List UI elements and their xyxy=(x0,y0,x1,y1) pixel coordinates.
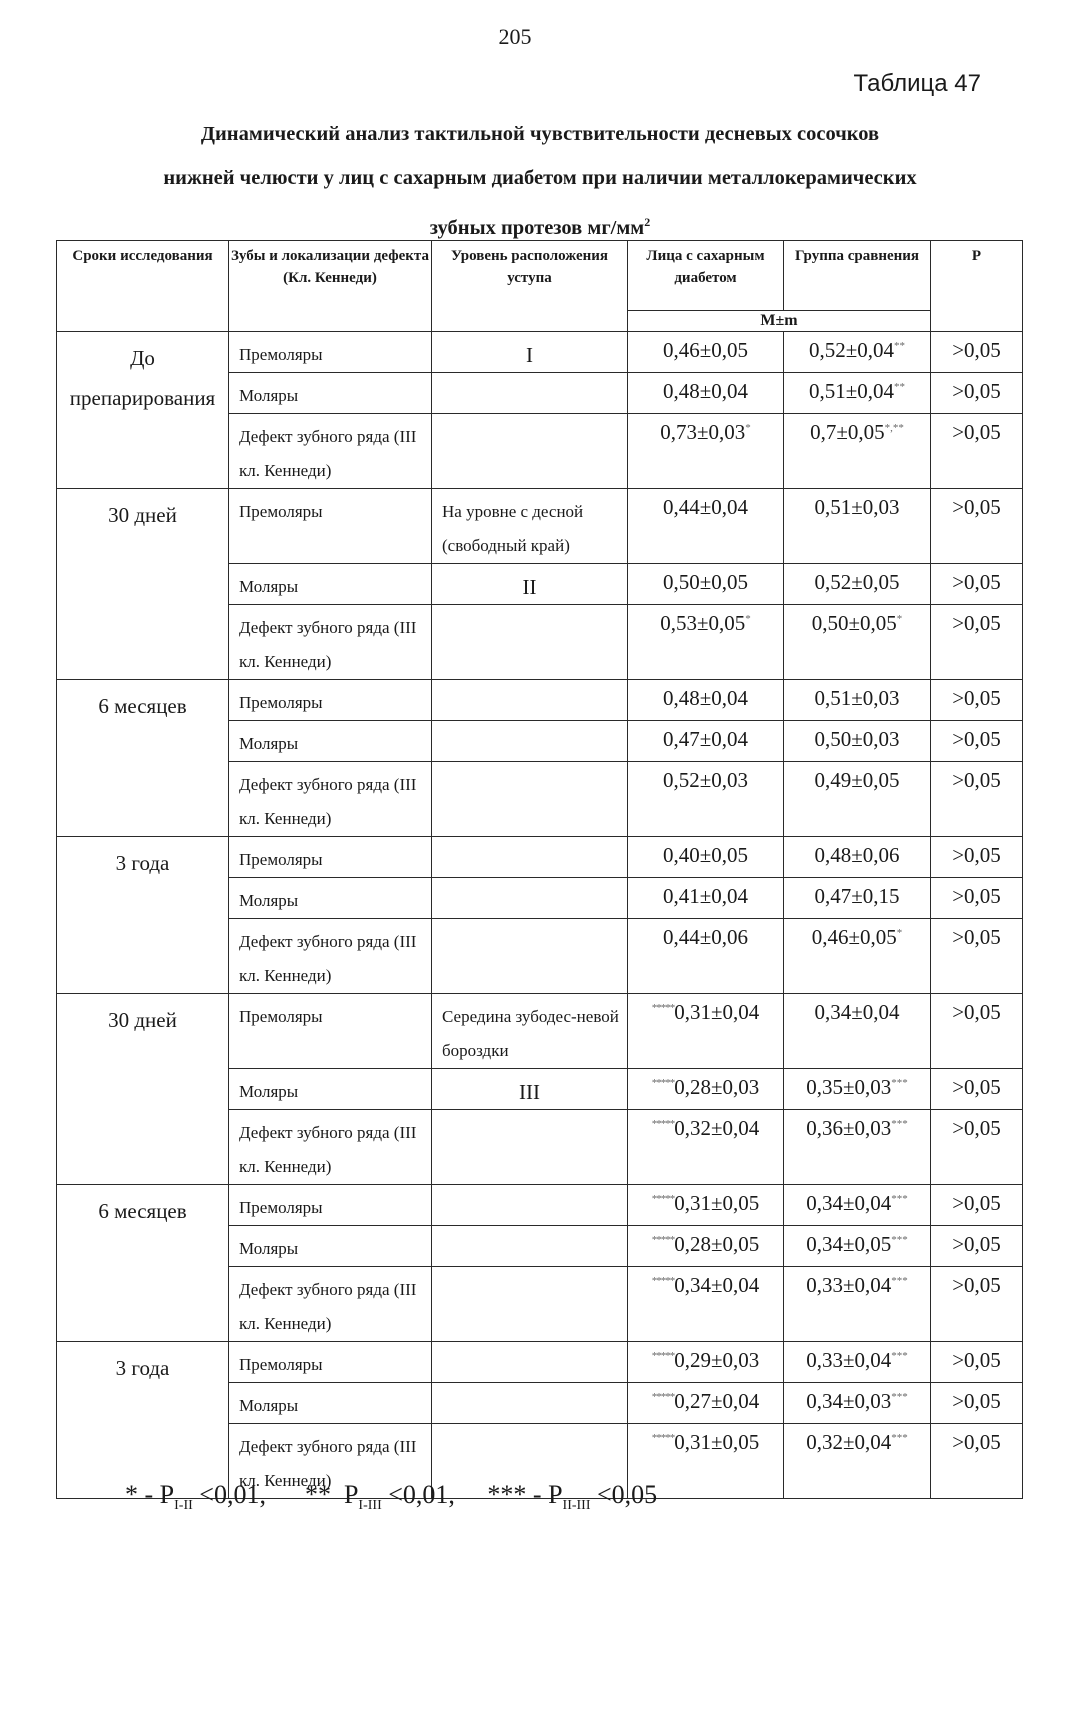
cell-comparison-value xyxy=(784,994,931,1069)
cell-teeth: Дефект зубного ряда (III кл. Кеннеди) xyxy=(229,1424,432,1499)
comparison-value-text: 0,36±0,03 xyxy=(806,1116,892,1140)
cell-comparison-value xyxy=(784,1267,931,1342)
cell-comparison-value xyxy=(784,762,931,837)
cell-p-value: >0,05 xyxy=(931,373,1023,414)
cell-teeth: Моляры xyxy=(229,1226,432,1267)
cell-p-value: >0,05 xyxy=(931,1069,1023,1110)
cell-p-value: >0,05 xyxy=(931,1185,1023,1226)
cell-comparison-value xyxy=(784,1383,931,1424)
significance-marker: *** xyxy=(891,1193,908,1205)
header-mean-sd: M±m xyxy=(628,311,931,332)
cell-comparison-value xyxy=(784,837,931,878)
cell-level: Середина зубодес-невой бороздки xyxy=(432,994,628,1069)
table-title xyxy=(60,112,1020,250)
cell-teeth: Премоляры xyxy=(229,994,432,1069)
cell-diabetes-value xyxy=(628,564,784,605)
footnote-b-mark: ** P xyxy=(304,1480,359,1509)
diabetes-value-text: 0,31±0,05 xyxy=(674,1191,760,1215)
header-period: Сроки исследования xyxy=(57,241,229,332)
cell-diabetes-value xyxy=(628,1267,784,1342)
cell-p-value: >0,05 xyxy=(931,919,1023,994)
cell-level xyxy=(432,837,628,878)
diabetes-value-text: 0,28±0,03 xyxy=(674,1075,760,1099)
cell-teeth: Моляры xyxy=(229,1383,432,1424)
table-number: Таблица 47 xyxy=(853,70,981,97)
cell-level xyxy=(432,762,628,837)
comparison-value-text: 0,32±0,04 xyxy=(806,1430,892,1454)
cell-diabetes-value xyxy=(628,1110,784,1185)
comparison-value-text: 0,34±0,03 xyxy=(806,1389,892,1413)
cell-level: III xyxy=(432,1069,628,1110)
cell-teeth: Дефект зубного ряда (III кл. Кеннеди) xyxy=(229,605,432,680)
cell-p-value: >0,05 xyxy=(931,994,1023,1069)
cell-comparison-value xyxy=(784,919,931,994)
cell-p-value: >0,05 xyxy=(931,762,1023,837)
cell-period: 30 дней xyxy=(57,489,229,680)
cell-teeth: Дефект зубного ряда (III кл. Кеннеди) xyxy=(229,1267,432,1342)
diabetes-value-text: 0,50±0,05 xyxy=(662,570,749,594)
comparison-value-text: 0,49±0,05 xyxy=(814,768,900,792)
diabetes-value-text: 0,40±0,05 xyxy=(662,843,749,867)
diabetes-value-text: 0,53±0,05 xyxy=(660,611,746,635)
cell-level xyxy=(432,721,628,762)
diabetes-value-text: 0,31±0,04 xyxy=(674,1000,760,1024)
comparison-value-text: 0,51±0,04 xyxy=(808,379,895,403)
footnote-a-mark: * - P xyxy=(125,1480,175,1509)
cell-p-value: >0,05 xyxy=(931,680,1023,721)
cell-comparison-value xyxy=(784,1185,931,1226)
cell-diabetes-value xyxy=(628,878,784,919)
comparison-value-text: 0,33±0,04 xyxy=(806,1348,892,1372)
comparison-value-text: 0,34±0,04 xyxy=(814,1000,900,1024)
header-diabetes: Лица с сахарным диабетом xyxy=(628,241,784,311)
significance-marker: *** xyxy=(891,1275,908,1287)
cell-diabetes-value xyxy=(628,762,784,837)
cell-p-value: >0,05 xyxy=(931,1267,1023,1342)
title-superscript: 2 xyxy=(644,215,651,229)
cell-teeth: Премоляры xyxy=(229,332,432,373)
cell-p-value: >0,05 xyxy=(931,564,1023,605)
header-p: P xyxy=(931,241,1023,332)
comparison-value-text: 0,50±0,03 xyxy=(814,727,900,751)
table-row xyxy=(57,1185,1023,1226)
cell-diabetes-value xyxy=(628,1185,784,1226)
significance-marker: ***** xyxy=(651,1193,675,1205)
title-line-2: нижней челюсти у лиц с сахарным диабетом при наличии металлокерамических xyxy=(163,167,917,189)
comparison-value-text: 0,51±0,03 xyxy=(814,495,900,519)
significance-marker: ***** xyxy=(651,1118,675,1130)
footnote-c-mark: *** - P xyxy=(487,1480,563,1509)
cell-level xyxy=(432,1185,628,1226)
diabetes-value-text: 0,73±0,03 xyxy=(660,420,746,444)
comparison-value-text: 0,34±0,04 xyxy=(806,1191,892,1215)
cell-teeth: Дефект зубного ряда (III кл. Кеннеди) xyxy=(229,762,432,837)
significance-marker: ***** xyxy=(651,1002,675,1014)
cell-teeth: Премоляры xyxy=(229,837,432,878)
cell-period: 6 месяцев xyxy=(57,1185,229,1342)
comparison-value-text: 0,52±0,05 xyxy=(814,570,900,594)
cell-diabetes-value xyxy=(628,1069,784,1110)
footnote-b-sub: I-III xyxy=(358,1498,382,1514)
header-level: Уровень расположения уступа xyxy=(432,241,628,332)
cell-diabetes-value xyxy=(628,919,784,994)
significance-marker: * xyxy=(896,927,903,939)
cell-p-value: >0,05 xyxy=(931,1342,1023,1383)
significance-marker: ***** xyxy=(651,1391,675,1403)
significance-marker: * xyxy=(896,613,903,625)
cell-level xyxy=(432,1226,628,1267)
comparison-value-text: 0,47±0,15 xyxy=(814,884,900,908)
cell-teeth: Моляры xyxy=(229,721,432,762)
diabetes-value-text: 0,44±0,04 xyxy=(662,495,749,519)
cell-teeth: Дефект зубного ряда (III кл. Кеннеди) xyxy=(229,414,432,489)
cell-diabetes-value xyxy=(628,721,784,762)
cell-comparison-value xyxy=(784,1424,931,1499)
cell-period: 6 месяцев xyxy=(57,680,229,837)
significance-marker: *** xyxy=(891,1234,908,1246)
cell-level xyxy=(432,680,628,721)
cell-teeth: Премоляры xyxy=(229,489,432,564)
significance-marker: *** xyxy=(891,1118,908,1130)
cell-diabetes-value xyxy=(628,332,784,373)
significance-marker: *** xyxy=(891,1391,908,1403)
diabetes-value-text: 0,41±0,04 xyxy=(662,884,749,908)
cell-teeth: Премоляры xyxy=(229,1185,432,1226)
cell-comparison-value xyxy=(784,489,931,564)
footnote-c-sub: II-III xyxy=(562,1498,591,1514)
footnote-a-sub: I-II xyxy=(174,1498,193,1514)
cell-teeth: Дефект зубного ряда (III кл. Кеннеди) xyxy=(229,919,432,994)
cell-teeth: Премоляры xyxy=(229,680,432,721)
comparison-value-text: 0,52±0,04 xyxy=(808,338,895,362)
cell-level: I xyxy=(432,332,628,373)
significance-marker: ***** xyxy=(651,1234,675,1246)
significance-marker: *** xyxy=(891,1077,908,1089)
cell-level xyxy=(432,1110,628,1185)
cell-level: На уровне с десной (свободный край) xyxy=(432,489,628,564)
cell-p-value: >0,05 xyxy=(931,1226,1023,1267)
cell-level xyxy=(432,1267,628,1342)
cell-p-value: >0,05 xyxy=(931,332,1023,373)
cell-p-value: >0,05 xyxy=(931,1110,1023,1185)
cell-comparison-value xyxy=(784,680,931,721)
footnote xyxy=(125,1480,657,1514)
cell-level: II xyxy=(432,564,628,605)
cell-period: 3 года xyxy=(57,1342,229,1499)
cell-teeth: Премоляры xyxy=(229,1342,432,1383)
cell-p-value: >0,05 xyxy=(931,721,1023,762)
cell-diabetes-value xyxy=(628,837,784,878)
cell-p-value: >0,05 xyxy=(931,837,1023,878)
cell-diabetes-value xyxy=(628,489,784,564)
header-comparison: Группа сравнения xyxy=(784,241,931,311)
cell-diabetes-value xyxy=(628,414,784,489)
comparison-value-text: 0,50±0,05 xyxy=(811,611,897,635)
cell-period: До препарирования xyxy=(57,332,229,489)
significance-marker: ***** xyxy=(651,1275,675,1287)
table-body xyxy=(57,332,1023,1499)
diabetes-value-text: 0,29±0,03 xyxy=(674,1348,760,1372)
cell-diabetes-value xyxy=(628,994,784,1069)
cell-teeth: Моляры xyxy=(229,373,432,414)
cell-p-value: >0,05 xyxy=(931,414,1023,489)
cell-comparison-value xyxy=(784,373,931,414)
comparison-value-text: 0,51±0,03 xyxy=(814,686,900,710)
cell-level xyxy=(432,373,628,414)
cell-diabetes-value xyxy=(628,1342,784,1383)
table-header xyxy=(57,241,1023,332)
comparison-value-text: 0,48±0,06 xyxy=(814,843,900,867)
significance-marker: ***** xyxy=(651,1077,675,1089)
cell-level xyxy=(432,1383,628,1424)
diabetes-value-text: 0,52±0,03 xyxy=(662,768,749,792)
footnote-b-value: <0,01, xyxy=(381,1480,455,1509)
header-teeth: Зубы и локализации дефекта (Кл. Кеннеди) xyxy=(229,241,432,332)
cell-period: 3 года xyxy=(57,837,229,994)
comparison-value-text: 0,35±0,03 xyxy=(806,1075,892,1099)
comparison-value-text: 0,34±0,05 xyxy=(806,1232,892,1256)
cell-comparison-value xyxy=(784,332,931,373)
significance-marker: ** xyxy=(894,381,906,393)
cell-teeth: Моляры xyxy=(229,1069,432,1110)
diabetes-value-text: 0,27±0,04 xyxy=(674,1389,760,1413)
significance-marker: * xyxy=(745,613,751,625)
cell-diabetes-value xyxy=(628,373,784,414)
comparison-value-text: 0,33±0,04 xyxy=(806,1273,892,1297)
cell-p-value: >0,05 xyxy=(931,1383,1023,1424)
cell-diabetes-value xyxy=(628,1226,784,1267)
cell-level xyxy=(432,414,628,489)
cell-p-value: >0,05 xyxy=(931,489,1023,564)
significance-marker: *,** xyxy=(884,422,904,434)
significance-marker: *** xyxy=(891,1350,908,1362)
diabetes-value-text: 0,32±0,04 xyxy=(674,1116,760,1140)
cell-comparison-value xyxy=(784,1342,931,1383)
significance-marker: *** xyxy=(891,1432,908,1444)
cell-p-value: >0,05 xyxy=(931,878,1023,919)
cell-diabetes-value xyxy=(628,605,784,680)
footnote-a-value: <0,01, xyxy=(192,1480,266,1509)
significance-marker: ***** xyxy=(651,1432,675,1444)
cell-level xyxy=(432,919,628,994)
diabetes-value-text: 0,28±0,05 xyxy=(674,1232,760,1256)
cell-teeth: Дефект зубного ряда (III кл. Кеннеди) xyxy=(229,1110,432,1185)
diabetes-value-text: 0,34±0,04 xyxy=(674,1273,760,1297)
cell-comparison-value xyxy=(784,1069,931,1110)
cell-p-value: >0,05 xyxy=(931,605,1023,680)
table-row xyxy=(57,1342,1023,1383)
cell-teeth: Моляры xyxy=(229,878,432,919)
table-row xyxy=(57,680,1023,721)
cell-comparison-value xyxy=(784,605,931,680)
cell-comparison-value xyxy=(784,1110,931,1185)
data-table xyxy=(56,240,1023,1499)
diabetes-value-text: 0,31±0,05 xyxy=(674,1430,760,1454)
cell-comparison-value xyxy=(784,878,931,919)
cell-p-value: >0,05 xyxy=(931,1424,1023,1499)
significance-marker: * xyxy=(745,422,751,434)
diabetes-value-text: 0,48±0,04 xyxy=(662,686,749,710)
table-row xyxy=(57,332,1023,373)
page-number: 205 xyxy=(498,24,532,49)
table-row xyxy=(57,837,1023,878)
title-line-3-text: зубных протезов мг/мм xyxy=(429,216,645,239)
significance-marker: ** xyxy=(894,340,906,352)
comparison-value-text: 0,46±0,05 xyxy=(811,925,897,949)
cell-period: 30 дней xyxy=(57,994,229,1185)
cell-diabetes-value xyxy=(628,1383,784,1424)
cell-diabetes-value xyxy=(628,680,784,721)
significance-marker: ***** xyxy=(651,1350,675,1362)
diabetes-value-text: 0,47±0,04 xyxy=(662,727,749,751)
cell-comparison-value xyxy=(784,1226,931,1267)
diabetes-value-text: 0,44±0,06 xyxy=(662,925,749,949)
footnote-c-value: <0,05 xyxy=(590,1480,658,1509)
cell-level xyxy=(432,605,628,680)
table-row xyxy=(57,489,1023,564)
cell-teeth: Моляры xyxy=(229,564,432,605)
table-row xyxy=(57,994,1023,1069)
diabetes-value-text: 0,48±0,04 xyxy=(662,379,749,403)
cell-comparison-value xyxy=(784,721,931,762)
cell-comparison-value xyxy=(784,414,931,489)
cell-level xyxy=(432,1342,628,1383)
cell-comparison-value xyxy=(784,564,931,605)
title-line-1: Динамический анализ тактильной чувствительности десневых сосочков xyxy=(200,123,880,145)
comparison-value-text: 0,7±0,05 xyxy=(810,420,885,444)
diabetes-value-text: 0,46±0,05 xyxy=(662,338,749,362)
cell-level xyxy=(432,878,628,919)
